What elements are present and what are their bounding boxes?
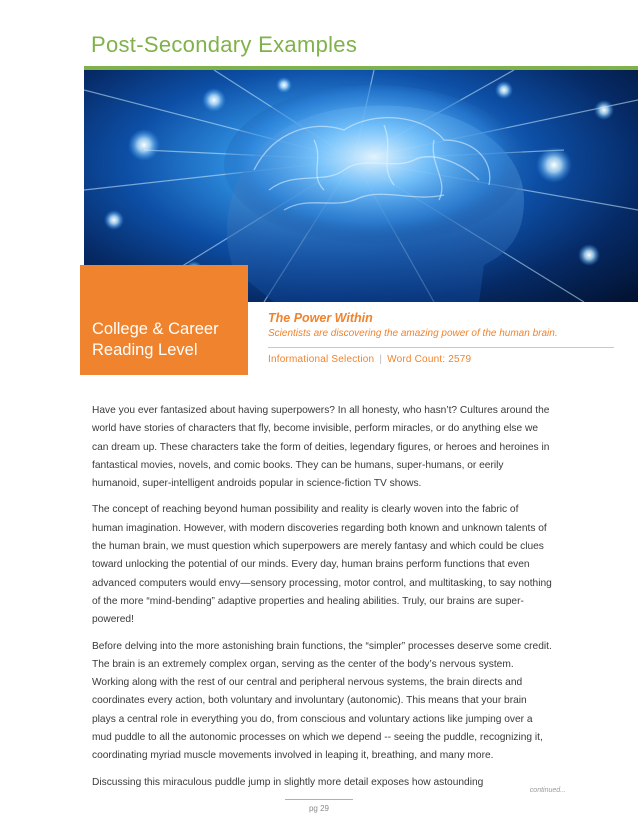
paragraph: Before delving into the more astonishing brain functions, the “simpler” processes deserve some credit. The brain is an extremely complex organ, serving as the center of the body’s nervous system. Working along with the rest of our central and peripheral nervous systems, the brain directs and coordinates every action, both voluntary and involuntary (autonomic). This means that your brain plays a central role in everything you do, from conscious and voluntary actions like jumping over a mud puddle to all the autonomic processes on which we depend -- seeing the puddle, recognizing it, coordinating myriad muscle movements involved in leaping it, breathing, and many more. [92,640,552,762]
meta-separator: | [379,353,383,365]
selection-divider-rule [268,347,614,348]
reading-level-line2: Reading Level [92,341,198,359]
paragraph: Discussing this miraculous puddle jump in slightly more detail exposes how astounding [92,776,484,788]
page-title: Post-Secondary Examples [91,32,358,57]
selection-info [268,310,614,365]
paragraph: Have you ever fantasized about having superpowers? In all honesty, who hasn’t? Cultures around the world have stories of characters that fly, become invisible, perform miracles, or do anything else we can dream up. These characters take the form of deities, legendary figures, or heroes and heroines in fantastical movies, novels, and comic books. They can be humans, super-humans, or eerily humanoid, super-intelligent androids popular in science-fiction TV shows. [92,405,550,490]
selection-subtitle: Scientists are discovering the amazing power of the human brain. [268,328,558,339]
selection-type: Informational Selection [268,353,375,365]
word-count: Word Count: 2579 [387,353,472,365]
reading-level-line1: College & Career [92,320,219,338]
article-body [92,402,552,800]
continued-note: continued... [529,787,566,794]
selection-title: The Power Within [268,311,373,325]
reading-level-badge [80,265,248,375]
selection-meta [268,354,614,365]
page-number: pg 29 [308,804,330,813]
paragraph: The concept of reaching beyond human possibility and reality is clearly woven into the fabric of human imagination. However, with modern discoveries regarding both known and unknown talents of the human brain, we must question which superpowers are merely fantasy and which could be clues toward unlocking the potential of our minds. Every day, human brains perform functions that even advanced computers would envy—sensory processing, motor control, and multitasking, to say nothing of the more “mind-bending” adaptive properties and healing abilities. Truly, our brains are super-powered! [92,504,552,626]
footer-rule [285,799,353,800]
